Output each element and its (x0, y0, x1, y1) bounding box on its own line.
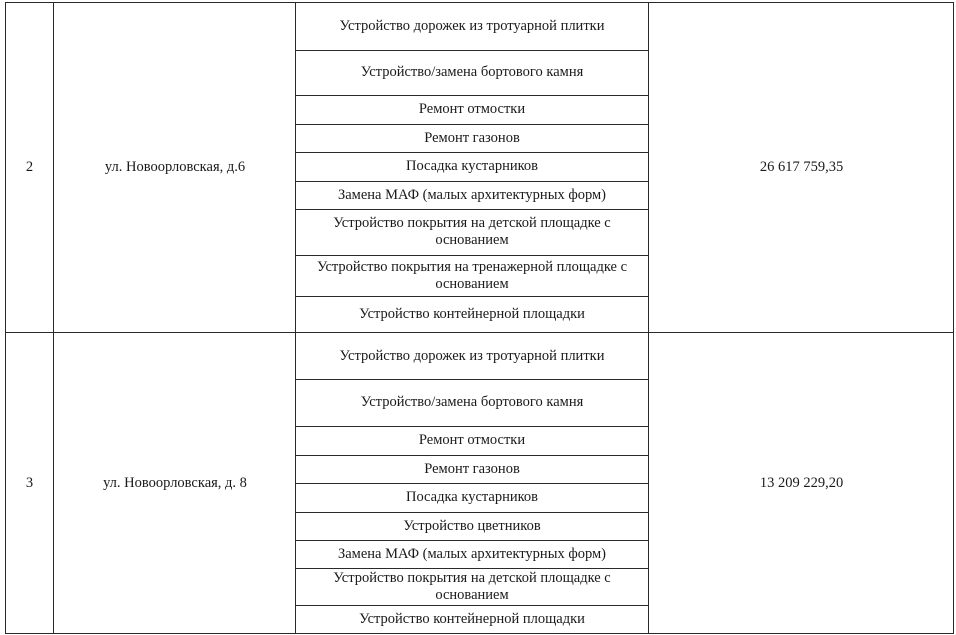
work-item: Устройство дорожек из тротуарной плитки (339, 347, 605, 364)
work-item: Замена МАФ (малых архитектурных форм) (337, 186, 606, 203)
row-amount: 13 209 229,20 (759, 475, 844, 491)
work-item: Устройство контейнерной площадки (359, 305, 585, 322)
work-item: Устройство/замена бортового камня (360, 64, 584, 80)
work-item: Устройство покрытия на детской площадке с основанием (333, 215, 611, 248)
row-number: 2 (25, 159, 34, 175)
work-item: Посадка кустарников (405, 158, 539, 174)
work-item: Ремонт газонов (424, 460, 520, 477)
row-address: ул. Новоорловская, д.6 (104, 159, 246, 175)
row-amount: 26 617 759,35 (759, 159, 844, 175)
work-item: Ремонт отмостки (418, 101, 526, 117)
work-item: Устройство цветников (403, 517, 541, 534)
work-item: Устройство контейнерной площадки (359, 611, 585, 627)
work-item: Устройство покрытия на детской площадке с основанием (333, 569, 611, 603)
row-number: 3 (25, 475, 34, 491)
work-item: Устройство дорожек из тротуарной плитки (339, 17, 605, 34)
row-address: ул. Новоорловская, д. 8 (103, 475, 247, 491)
work-item: Ремонт отмостки (418, 432, 526, 448)
work-item: Замена МАФ (малых архитектурных форм) (337, 545, 606, 562)
work-item: Устройство/замена бортового камня (360, 394, 584, 410)
work-item: Посадка кустарников (405, 489, 539, 505)
work-item: Ремонт газонов (424, 129, 520, 146)
work-item: Устройство покрытия на тренажерной площадке с основанием (316, 258, 628, 292)
